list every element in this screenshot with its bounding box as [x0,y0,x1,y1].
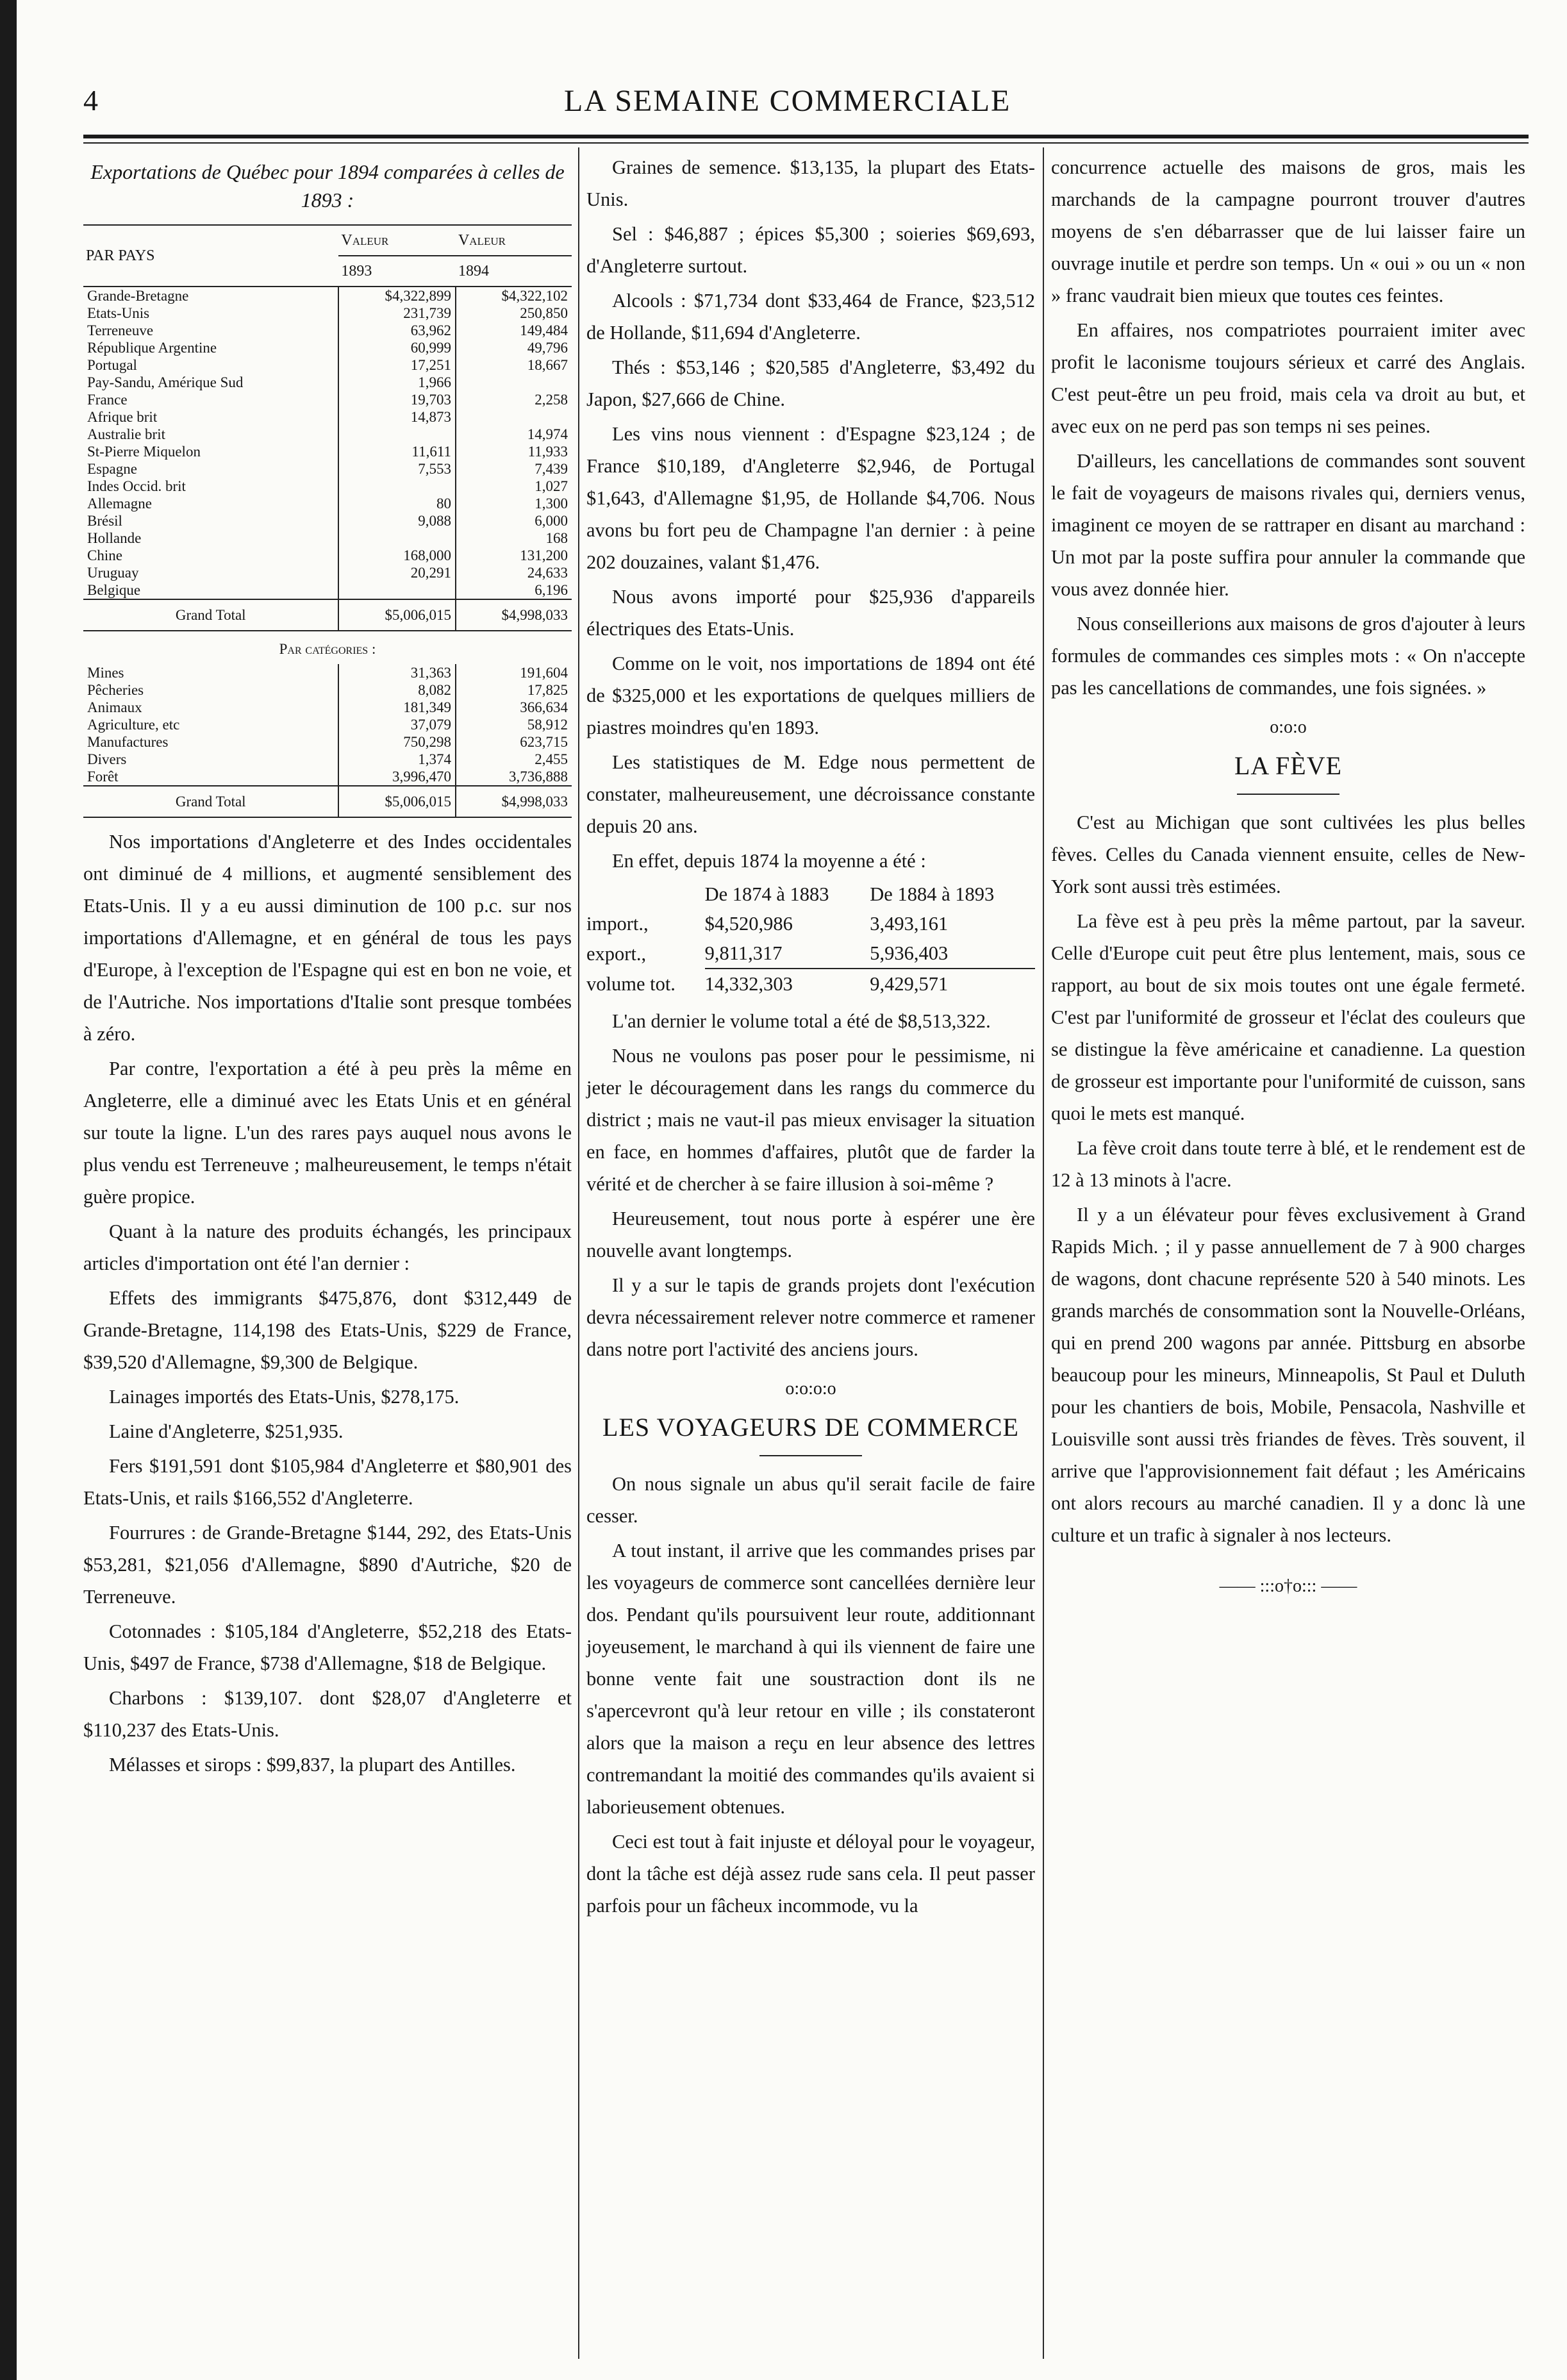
row-value-1894: 131,200 [456,547,572,564]
row-value-1894: 2,258 [456,391,572,408]
row-value-1894: 149,484 [456,322,572,339]
section-ornament: o:o:o [1270,717,1307,737]
row-value-1894: 1,027 [456,478,572,495]
feve-text [1051,806,1525,1551]
avg-label: export., [586,942,647,965]
row-value-1894: 168 [456,529,572,547]
row-value-1893: 181,349 [338,699,456,716]
row-label: Animaux [87,699,142,715]
column-divider-2 [1043,147,1044,2359]
col-head-value-1894: Valeur [456,225,572,256]
paragraph: C'est au Michigan que sont cultivées les plus belles fèves. Celles du Canada viennent ensuite, celles de New-York sont aussi très estimées. [1051,811,1525,897]
avg-row-import [586,909,1035,938]
avg-value: $4,520,986 [704,913,793,935]
commentary-text [586,1005,1035,1365]
row-value-1893: 1,966 [338,374,456,391]
paragraph: Les statistiques de M. Edge nous permettent de constater, malheureusement, une décroissance constante depuis 20 ans. [586,751,1035,837]
row-label: Manufactures [87,734,169,750]
row-value-1894: 623,715 [456,733,572,751]
avg-value: 9,811,317 [705,938,870,969]
paragraph: L'an dernier le volume total a été de $8,513,322. [612,1010,991,1032]
column-3 [1051,151,1525,1606]
paragraph: A tout instant, il arrive que les commandes prises par les voyageurs de commerce sont cancellées dernière leur dos. Pendant qu'ils poursuivent leur route, additionnant joyeusement, le marchand à qui ils viennent de faire une bonne vente fait une soustraction dont ils ne s'apercevront qu'à leur retour en ville ; ils constateront alors que la maison a reçu en leur absence des lettres contremandant la moitié des commandes qu'ils avaient si laborieusement obtenues. [586,1540,1035,1818]
row-value-1894: 7,439 [456,460,572,478]
row-label: Belgique [87,582,141,598]
paragraph: Il y a sur le tapis de grands projets dont l'exécution devra nécessairement relever notre commerce et ramener dans notre port l'activité des anciens jours. [586,1274,1035,1360]
table-row [83,322,572,339]
row-label: Divers [87,751,127,767]
column-1 [83,151,572,1783]
row-value-1894: 17,825 [456,681,572,699]
total2-label: Grand Total [83,786,338,817]
row-label: Grande-Bretagne [87,288,189,304]
row-label: Etats-Unis [87,305,150,321]
row-value-1893: 20,291 [338,564,456,581]
avg-value: 14,332,303 [704,973,793,995]
row-value-1893: 19,703 [338,391,456,408]
row-value-1893: 9,088 [338,512,456,529]
paragraph: Ceci est tout à fait injuste et déloyal pour le voyageur, dont la tâche est déjà assez rude sans cela. Il peut passer parfois pour un fâcheux incommode, vu la [586,1831,1035,1917]
headline-rule [759,1455,862,1456]
row-label: Terreneuve [87,322,154,338]
row-value-1894: 24,633 [456,564,572,581]
row-value-1893: 1,374 [338,751,456,768]
paragraph: En effet, depuis 1874 la moyenne a été : [612,850,926,872]
paragraph: Cotonnades : $105,184 d'Angleterre, $52,218 des Etats-Unis, $497 de France, $738 d'Allemagne, $18 de Belgique. [83,1620,572,1674]
row-label: Uruguay [87,565,139,581]
imports-text [586,151,1035,877]
row-value-1893 [338,529,456,547]
category-rows [83,664,572,786]
col-head-value-1893: Valeur [338,225,456,256]
masthead-title: LA SEMAINE COMMERCIALE [564,84,1011,118]
table-row [83,443,572,460]
paragraph: Nous ne voulons pas poser pour le pessimisme, ni jeter le découragement dans les rangs du commerce du district ; mais ne vaut-il pas mieux envisager la situation en face, en hommes d'affaires, plutôt que de farder la vérité et de chercher à se faire illusion à soi-même ? [586,1045,1035,1195]
country-rows [83,287,572,599]
paragraph: concurrence actuelle des maisons de gros, mais les marchands de la campagne pourront trouver d'autres moyens de s'en débarrasser que de lui laisser faire un ouvrage inutile et perdre son temps. Un « oui » ou un « non » franc vaudrait bien mieux que toutes ces feintes. [1051,156,1525,306]
table-total-row [83,599,572,631]
row-value-1894: 14,974 [456,426,572,443]
row-value-1893: 168,000 [338,547,456,564]
paragraph: Graines de semence. $13,135, la plupart des Etats-Unis. [586,156,1035,210]
table-row [83,339,572,356]
table-row [83,495,572,512]
column-divider-1 [578,147,579,2359]
paragraph: Effets des immigrants $475,876, dont $312,449 de Grande-Bretagne, 114,198 des Etats-Unis, $229 de France, $39,520 d'Allemagne, $9,300 de Belgique. [83,1287,572,1373]
row-value-1894: 250,850 [456,304,572,322]
table-row [83,564,572,581]
row-label: République Argentine [87,340,217,356]
paragraph: Il y a un élévateur pour fèves exclusivement à Grand Rapids Mich. ; il y passe annuellement de 7 à 900 charges de wagons, dont chacune représente 520 à 540 minots. Les grands marchés de consommation sont la Nouvelle-Orléans, qui en prend 200 wagons par année. Pittsburg en absorbe beaucoup pour les mineurs, Minneapolis, St Paul et Duluth pour les chantiers de bois, Mobile, Pensacola, Nashville et Louisville sont aussi très friandes de fèves. Très souvent, il arrive que l'approvisionnement fait défaut ; les Américains ont alors recours au marché canadien. Il y a donc là une culture et un trafic à signaler à nos lecteurs. [1051,1204,1525,1546]
row-value-1893: 231,739 [338,304,456,322]
total2-1894: $4,998,033 [456,786,572,817]
paragraph: La fève croit dans toute terre à blé, et le rendement est de 12 à 13 minots à l'acre. [1051,1137,1525,1191]
table-row [83,356,572,374]
row-label: Chine [87,547,122,563]
row-value-1894: 1,300 [456,495,572,512]
paragraph: Comme on le voit, nos importations de 1894 ont été de $325,000 et les exportations de quelques milliers de piastres moindres qu'en 1893. [586,653,1035,738]
total2-1893: $5,006,015 [338,786,456,817]
col-head-country: PAR PAYS [83,225,338,287]
headline-feve: LA FÈVE [1234,751,1343,780]
row-value-1894: 11,933 [456,443,572,460]
paragraph: Nous avons importé pour $25,936 d'appareils électriques des Etats-Unis. [586,586,1035,640]
column-2 [586,151,1035,1924]
row-value-1893: 37,079 [338,716,456,733]
row-value-1894: 191,604 [456,664,572,681]
paragraph: Thés : $53,146 ; $20,585 d'Angleterre, $3,492 du Japon, $27,666 de Chine. [586,356,1035,410]
section-ornament: o:o:o:o [785,1379,836,1399]
row-value-1894: 49,796 [456,339,572,356]
row-value-1894: 366,634 [456,699,572,716]
paragraph: Heureusement, tout nous porte à espérer une ère nouvelle avant longtemps. [586,1208,1035,1261]
paragraph: Nous conseillerions aux maisons de gros d'ajouter à leurs formules de commandes ces simples mots : « On n'accepte pas les cancellations de commandes, une fois signées. » [1051,613,1525,699]
row-value-1894: 6,000 [456,512,572,529]
total-1893: $5,006,015 [338,599,456,631]
row-value-1893: 31,363 [338,664,456,681]
paragraph: Mélasses et sirops : $99,837, la plupart des Antilles. [109,1754,516,1776]
row-label: Agriculture, etc [87,717,180,733]
total-1894: $4,998,033 [456,599,572,631]
paragraph: Par contre, l'exportation a été à peu près la même en Angleterre, elle a diminué avec les Etats Unis et en général sur toute la ligne. L'un des rares pays auquel nous avons le plus vendu est Terreneuve ; malheureusement, le temps n'était guère propice. [83,1058,572,1208]
column-1-text [83,826,572,1781]
table-row [83,733,572,751]
row-value-1893: 750,298 [338,733,456,751]
averages-table [586,879,1035,999]
paragraph: On nous signale un abus qu'il serait facile de faire cesser. [586,1473,1035,1527]
page-edge-shadow [0,0,17,2380]
paragraph: Quant à la nature des produits échangés, les principaux articles d'importation ont été l'an dernier : [83,1220,572,1274]
row-label: Allemagne [87,495,152,512]
avg-value: 5,936,403 [870,938,1035,969]
table-total-row-2 [83,786,572,817]
row-label: Pêcheries [87,682,144,698]
row-value-1893: 80 [338,495,456,512]
row-label: Australie brit [87,426,165,442]
paragraph: La fève est à peu près la même partout, par la saveur. Celle d'Europe cuit peut être plus lentement, mais, sous ce rapport, au bout de six mois toutes ont une égale fermeté. C'est par l'uniformité de grosseur et l'éclat des couleurs que se distingue la fève américaine et canadienne. La question de grosseur est importante pour l'uniformité de cuisson, sans quoi le mets est manqué. [1051,910,1525,1124]
avg-label: volume tot. [586,972,676,995]
table-row [83,374,572,391]
row-value-1894 [456,374,572,391]
row-value-1893: 63,962 [338,322,456,339]
row-value-1893: 7,553 [338,460,456,478]
row-label: Brésil [87,513,122,529]
page-number: 4 [83,84,98,117]
header-rule [83,135,1529,138]
headline-voyageurs: LES VOYAGEURS DE COMMERCE [602,1413,1019,1442]
table-row [83,512,572,529]
row-value-1893: 3,996,470 [338,768,456,786]
table-row [83,751,572,768]
voyageurs-continued-text [1051,151,1525,704]
row-value-1893 [338,478,456,495]
row-value-1894: 2,455 [456,751,572,768]
row-value-1894: 6,196 [456,581,572,599]
paragraph: Nos importations d'Angleterre et des Indes occidentales ont diminué de 4 millions, et augmenté sensiblement des Etats-Unis. Il y a eu aussi diminution de 100 p.c. sur nos importations d'Allemagne, et en général de tous les pays d'Europe, à l'exception de l'Espagne qui est en bon ne voie, et de l'Autriche. Nos importations d'Italie sont presque tombées à zéro. [83,831,572,1045]
table-row [83,529,572,547]
paragraph: Fourrures : de Grande-Bretagne $144, 292, des Etats-Unis $53,281, $21,056 d'Allemagne, $890 d'Autriche, $20 de Terreneuve. [83,1522,572,1608]
paragraph: Charbons : $139,107. dont $28,07 d'Angleterre et $110,237 des Etats-Unis. [83,1687,572,1741]
end-ornament: —— :::o†o::: —— [1219,1576,1357,1596]
row-label: Hollande [87,530,142,546]
header-rule-thin [83,142,1529,144]
row-label: St-Pierre Miquelon [87,444,201,460]
row-label: Mines [87,665,124,681]
voyageurs-text [586,1468,1035,1922]
row-value-1893 [338,581,456,599]
paragraph: Les vins nous viennent : d'Espagne $23,124 ; de France $10,189, d'Angleterre $2,946, de Portugal $1,643, d'Allemagne $1,95, de Hollande $4,706. Nous avons bu fort peu de Champagne l'an dernier : à peine 202 douzaines, valant $1,476. [586,423,1035,573]
row-value-1894: 3,736,888 [456,768,572,786]
table-row [83,664,572,681]
row-value-1894: 58,912 [456,716,572,733]
table-row [83,287,572,304]
row-value-1894 [456,408,572,426]
total-label: Grand Total [83,599,338,631]
table-row [83,478,572,495]
table-caption: Exportations de Québec pour 1894 comparées à celles de 1893 : [90,160,565,212]
table-row [83,681,572,699]
headline-rule [1237,794,1339,795]
row-value-1893: 14,873 [338,408,456,426]
paragraph: Laine d'Angleterre, $251,935. [109,1420,344,1442]
table-row [83,408,572,426]
paragraph: Fers $191,591 dont $105,984 d'Angleterre et $80,901 des Etats-Unis, et rails $166,552 d'Angleterre. [83,1455,572,1509]
row-value-1893: 8,082 [338,681,456,699]
row-value-1893: 60,999 [338,339,456,356]
row-value-1894: $4,322,102 [456,287,572,304]
table-row [83,460,572,478]
row-label: Pay-Sandu, Amérique Sud [87,374,244,390]
row-label: Forêt [87,769,119,785]
exports-table [83,224,572,818]
avg-row-export [586,938,1035,969]
paragraph: Sel : $46,887 ; épices $5,300 ; soieries $69,693, d'Angleterre surtout. [586,223,1035,277]
category-heading: Par catégories : [279,641,376,657]
paragraph: Lainages importés des Etats-Unis, $278,175. [109,1386,460,1408]
avg-row-volume [586,969,1035,999]
table-row [83,304,572,322]
table-row [83,547,572,564]
col-head-year-1893: 1893 [338,256,456,287]
table-row [83,699,572,716]
paragraph: En affaires, nos compatriotes pourraient imiter avec profit le laconisme toujours sérieux et carré des Anglais. C'est peut-être un peu froid, mais cela va droit au but, et avec eux on ne perd pas son temps ni ses peines. [1051,319,1525,437]
avg-value: 9,429,571 [870,973,949,995]
paragraph: D'ailleurs, les cancellations de commandes sont souvent le fait de voyageurs de maisons rivales qui, derniers venus, imaginent ce moyen de se rattraper en disant au marchand : Un mot par la poste suffira pour annuler la commande que vous avez donnée hier. [1051,450,1525,600]
row-value-1893: 11,611 [338,443,456,460]
avg-head-1: De 1874 à 1883 [704,883,829,905]
col-head-year-1894: 1894 [456,256,572,287]
row-label: Portugal [87,357,137,373]
row-label: France [87,392,128,408]
row-value-1894: 18,667 [456,356,572,374]
row-value-1893: $4,322,899 [338,287,456,304]
avg-head-2: De 1884 à 1893 [870,883,995,905]
row-label: Espagne [87,461,137,477]
avg-value: 3,493,161 [870,913,949,935]
paragraph: Alcools : $71,734 dont $33,464 de France, $23,512 de Hollande, $11,694 d'Angleterre. [586,290,1035,344]
table-row [83,581,572,599]
table-row [83,768,572,786]
table-row [83,716,572,733]
row-value-1893 [338,426,456,443]
table-row [83,391,572,408]
avg-label: import., [586,913,649,935]
row-value-1893: 17,251 [338,356,456,374]
row-label: Indes Occid. brit [87,478,186,494]
row-label: Afrique brit [87,409,158,425]
table-row [83,426,572,443]
